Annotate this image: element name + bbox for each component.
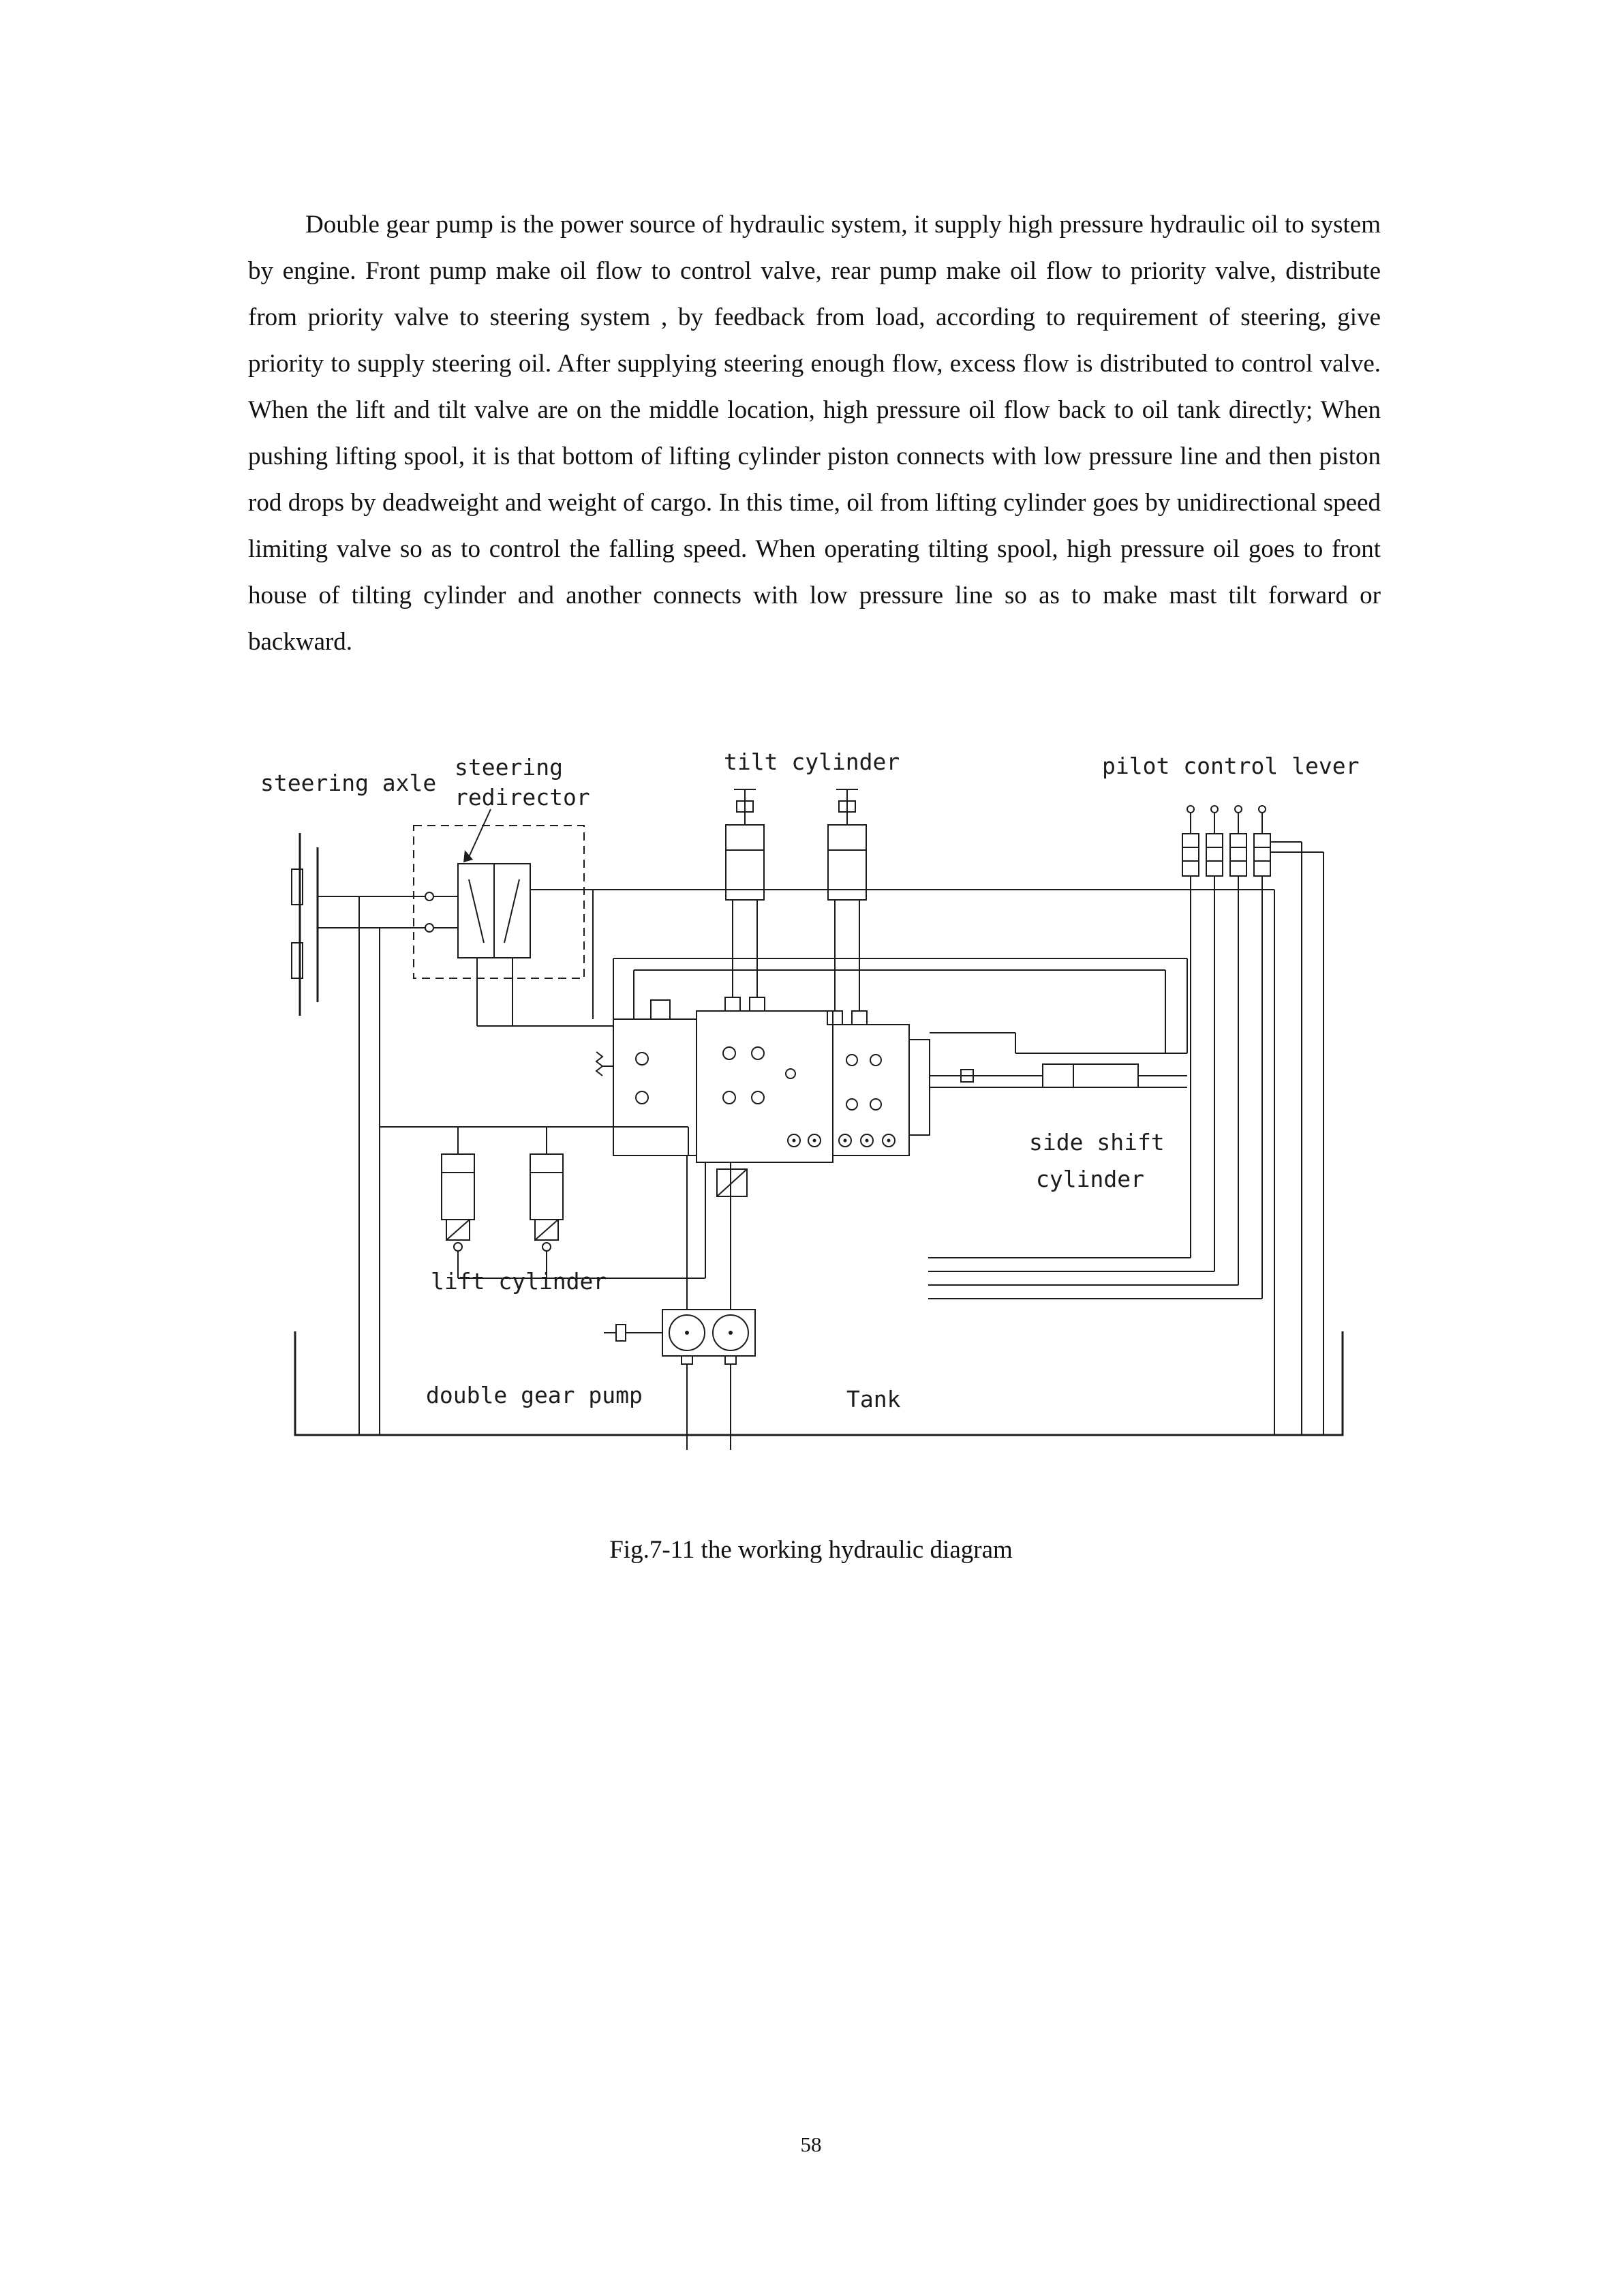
label-pilot-control-lever: pilot control lever [1102,753,1360,779]
bus-lines [613,958,1187,1053]
tilt-cylinder-symbols [726,789,866,1011]
label-tank: Tank [846,1386,901,1413]
label-side-shift-1: side shift [1029,1129,1165,1155]
label-lift-cylinder: lift cylinder [431,1268,607,1295]
side-shift-cylinder-symbol [930,958,1187,1087]
lift-cylinder-symbols [380,1127,705,1278]
figure-caption: Fig.7-11 the working hydraulic diagram [609,1536,1013,1564]
label-tilt-cylinder: tilt cylinder [724,749,900,775]
hydraulic-diagram [252,733,1404,1476]
label-steering-redirector-2: redirector [455,784,590,811]
page-number: 58 [800,2132,822,2156]
pilot-control-lever-symbols [928,806,1270,1299]
label-steering-axle: steering axle [260,770,437,796]
left-pipes [359,896,438,1435]
label-double-gear-pump: double gear pump [426,1382,643,1408]
body-paragraph: Double gear pump is the power source of hydraulic system, it supply high pressure hydraulic oil to system by engine. Front pump make oil flow to control valve, rear pump make oil flow to priority valve, distribute from priority valve to steering system , by feedback from load, according to requirement of steering, give priority to supply steering oil. After supplying steering enough flow, excess flow is distributed to control valve. When the lift and tilt valve are on the middle location, high pressure oil flow back to oil tank directly; When pushing lifting spool, it is that bottom of lifting cylinder piston connects with low pressure line and then piston rod drops by deadweight and weight of cargo. In this time, oil from lifting cylinder goes by unidirectional speed limiting valve so as to control the falling speed. When operating tilting spool, high pressure oil goes to front house of tilting cylinder and another connects with low pressure line so as to make mast tilt forward or backward. [248,211,1381,656]
label-steering-redirector-1: steering [455,754,563,781]
label-side-shift-2: cylinder [1036,1166,1144,1192]
figure-area [252,733,1404,1476]
control-valve-block [596,997,930,1196]
steering-redirector-symbol [414,809,613,1026]
